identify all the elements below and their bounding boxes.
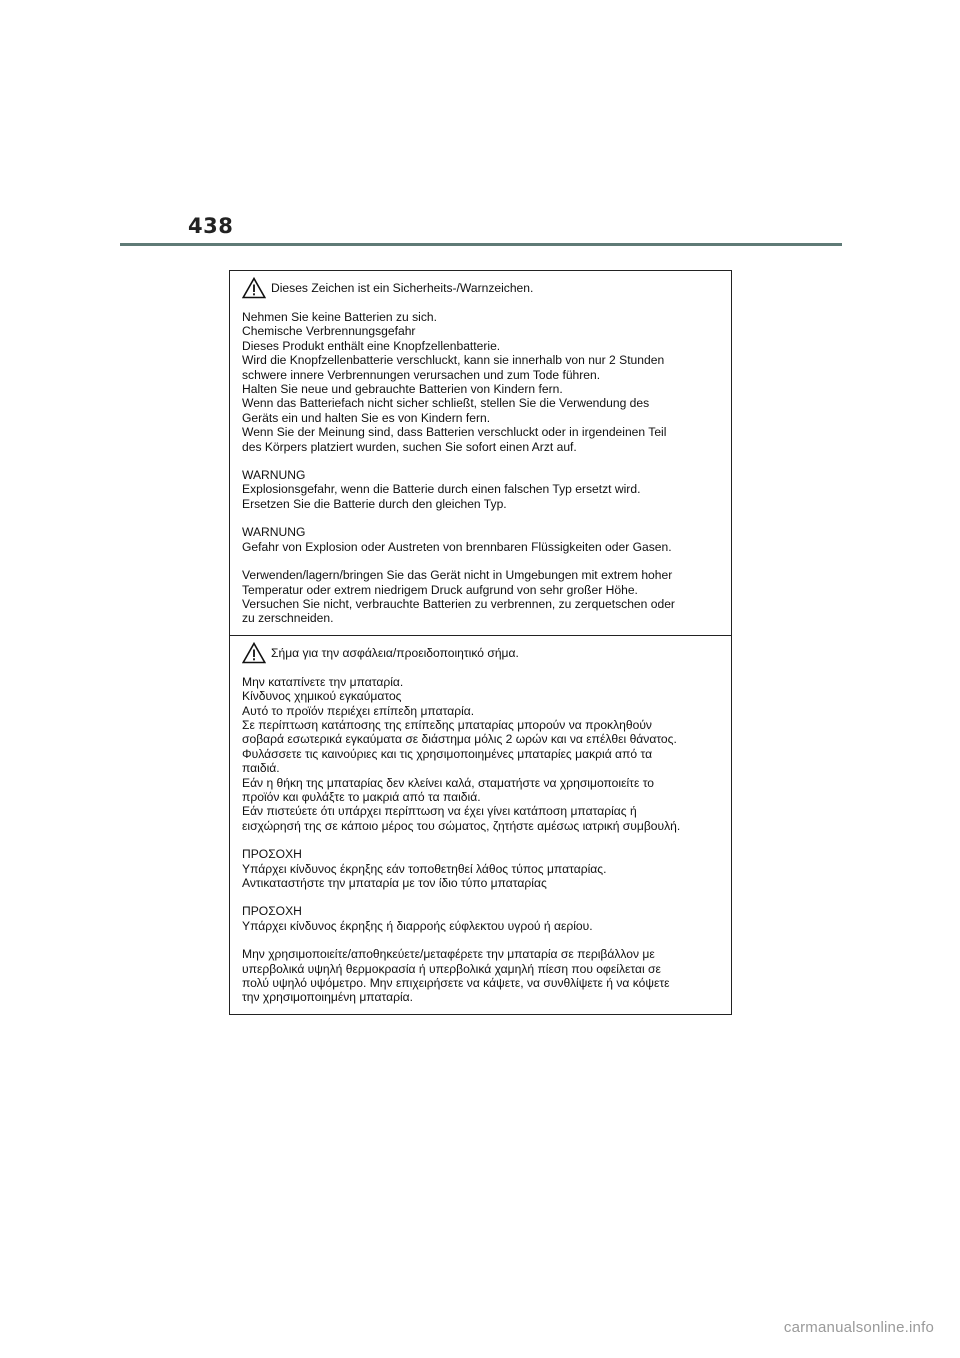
greek-battery-paragraph — [242, 675, 721, 833]
text-line: Verwenden/lagern/bringen Sie das Gerät nicht in Umgebungen mit extrem hoher — [242, 568, 673, 583]
german-warning-explosion — [242, 525, 721, 554]
text-line: Φυλάσσετε τις καινούριες και τις χρησιμοποιημένες μπαταρίες μακριά από τα — [242, 746, 653, 761]
caution-heading: ΠΡΟΣΟΧΗ — [242, 904, 302, 919]
greek-environment-paragraph — [242, 947, 721, 1005]
warning-triangle-icon — [242, 277, 266, 299]
text-line: Υπάρχει κίνδυνος έκρηξης εάν τοποθετηθεί λάθος τύπος μπαταρίας. — [242, 861, 607, 876]
text-line: υπερβολικά υψηλή θερμοκρασία ή υπερβολικά χαμηλή πίεση που οφείλεται σε — [242, 961, 661, 976]
text-line: Geräts ein und halten Sie es von Kindern fern. — [242, 410, 491, 425]
header-rule — [120, 243, 842, 246]
text-line: Nehmen Sie keine Batterien zu sich. — [242, 310, 437, 324]
text-line: Explosionsgefahr, wenn die Batterie durch einen falschen Typ ersetzt wird. — [242, 482, 641, 497]
greek-sign-row — [242, 642, 721, 664]
text-line: Halten Sie neue und gebrauchte Batterien von Kindern fern. — [242, 382, 563, 397]
text-line: Μην χρησιμοποιείτε/αποθηκεύετε/μεταφέρετε την μπαταρία σε περιβάλλον με — [242, 947, 655, 962]
text-line: des Körpers platziert wurden, suchen Sie sofort einen Arzt auf. — [242, 439, 577, 454]
warning-heading: WARNUNG — [242, 525, 306, 540]
page-number: 438 — [188, 214, 234, 238]
text-line: Gefahr von Explosion oder Austreten von brennbaren Flüssigkeiten oder Gasen. — [242, 539, 672, 554]
greek-section — [230, 635, 731, 1014]
greek-caution-replacement — [242, 847, 721, 890]
text-line: την χρησιμοποιημένη μπαταρία. — [242, 990, 413, 1005]
text-line: Εάν πιστεύετε ότι υπάρχει περίπτωση να έχει γίνει κατάποση μπαταρίας ή — [242, 804, 637, 819]
text-line: παιδιά. — [242, 761, 280, 776]
text-line: schwere innere Verbrennungen verursachen und zum Tode führen. — [242, 367, 601, 382]
greek-sign-text: Σήμα για την ασφάλεια/προειδοποιητικό σήμα. — [271, 645, 519, 660]
german-sign-row — [242, 277, 721, 299]
text-line: πολύ υψηλό υψόμετρο. Μην επιχειρήσετε να κάψετε, να συνθλίψετε ή να κόψετε — [242, 976, 670, 991]
text-line: Versuchen Sie nicht, verbrauchte Batterien zu verbrennen, zu zerquetschen oder — [242, 596, 675, 611]
german-warning-replacement — [242, 468, 721, 511]
text-line: Σε περίπτωση κατάποσης της επίπεδης μπαταρίας μπορούν να προκληθούν — [242, 717, 652, 732]
caution-heading: ΠΡΟΣΟΧΗ — [242, 847, 302, 862]
warning-triangle-icon — [242, 642, 266, 664]
text-line: Temperatur oder extrem niedrigem Druck aufgrund von sehr großer Höhe. — [242, 582, 638, 597]
text-line: Dieses Produkt enthält eine Knopfzellenbatterie. — [242, 338, 501, 353]
text-line: zu zerschneiden. — [242, 611, 334, 626]
warning-heading: WARNUNG — [242, 468, 306, 483]
text-line: Wird die Knopfzellenbatterie verschluckt, kann sie innerhalb von nur 2 Stunden — [242, 353, 665, 368]
safety-notice-box — [229, 270, 732, 1015]
german-environment-paragraph — [242, 568, 721, 626]
text-line: Αντικαταστήστε την μπαταρία με τον ίδιο τύπο μπαταρίας — [242, 876, 547, 890]
text-line: Wenn Sie der Meinung sind, dass Batterien verschluckt oder in irgendeinen Teil — [242, 425, 667, 440]
text-line: εισχώρησή της σε κάποιο μέρος του σώματος, ζητήστε αμέσως ιατρική συμβουλή. — [242, 818, 681, 833]
german-sign-text: Dieses Zeichen ist ein Sicherheits-/Warnzeichen. — [271, 280, 534, 295]
text-line: Εάν η θήκη της μπαταρίας δεν κλείνει καλά, σταματήστε να χρησιμοποιείτε το — [242, 775, 655, 790]
text-line: Υπάρχει κίνδυνος έκρηξης ή διαρροής εύφλεκτου υγρού ή αερίου. — [242, 918, 593, 933]
german-section — [230, 271, 731, 635]
text-line: Κίνδυνος χημικού εγκαύματος — [242, 689, 402, 704]
watermark-text: carmanualsonline.info — [783, 1319, 934, 1336]
text-line: Chemische Verbrennungsgefahr — [242, 324, 416, 339]
text-line: προϊόν και φυλάξτε το μακριά από τα παιδιά. — [242, 789, 481, 804]
text-line: Αυτό το προϊόν περιέχει επίπεδη μπαταρία. — [242, 703, 475, 718]
german-battery-paragraph — [242, 310, 721, 454]
text-line: σοβαρά εσωτερικά εγκαύματα σε διάστημα μόλις 2 ωρών και να επέλθει θάνατος. — [242, 732, 677, 747]
greek-caution-explosion — [242, 904, 721, 933]
text-line: Ersetzen Sie die Batterie durch den gleichen Typ. — [242, 496, 507, 511]
text-line: Μην καταπίνετε την μπαταρία. — [242, 674, 404, 689]
text-line: Wenn das Batteriefach nicht sicher schließt, stellen Sie die Verwendung des — [242, 396, 650, 411]
